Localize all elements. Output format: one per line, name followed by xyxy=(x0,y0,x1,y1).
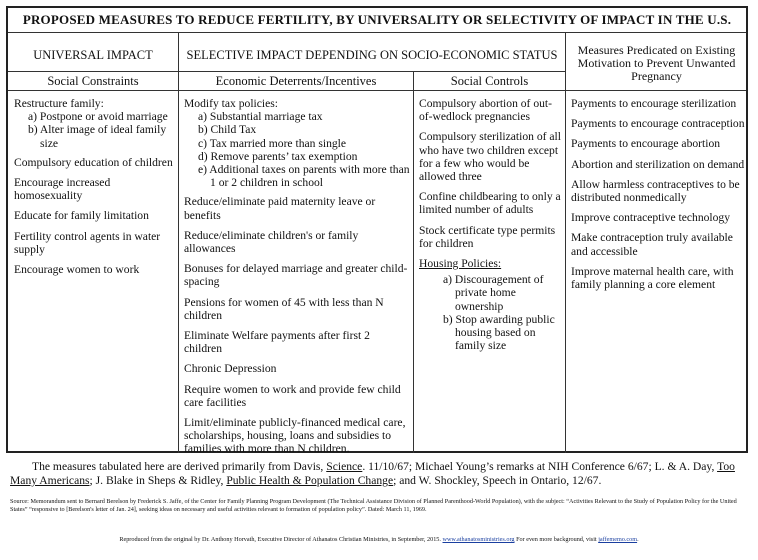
list-item: Reduce/eliminate children's or family allowances xyxy=(184,228,359,256)
list-item: Compulsory sterilization of all who have two children except for a few who would be allowed three xyxy=(419,130,562,184)
reproduction-note xyxy=(10,536,748,543)
list-item: a) Discouragement of private home ownership xyxy=(443,273,544,313)
list-item: Reduce/eliminate paid maternity leave or benefits xyxy=(184,195,376,222)
sources-text: ; and W. Shockley, Speech in Ontario, 12/67. xyxy=(393,474,602,487)
sources-note xyxy=(10,460,748,488)
divider-col3 xyxy=(565,32,566,453)
memo-source: Source: Memorandum sent to Bernard Berelson by Frederick S. Jaffe, of the Center for Family Planning Program Development (The Technical Assistance Division of Planned Parenthood-World Population), with the subject: “Activities Relevant to the Study of Population Policy for the United States” “responsive to [Berelson's letter of Jan. 24], seeking ideas on necessary and useful activities relevant to formation of population policy”. Dated: March 11, 1969. xyxy=(10,498,737,513)
list-item: Make contraception truly available and accessible xyxy=(571,231,733,258)
list-item: Abortion and sterilization on demand xyxy=(571,157,745,171)
list-item: a) Postpone or avoid marriage xyxy=(28,110,168,124)
list-item: Chronic Depression xyxy=(184,362,277,376)
list-item: Compulsory education of children xyxy=(14,155,173,169)
list-item: Payments to encourage contraception xyxy=(571,117,745,131)
list-item: Encourage women to work xyxy=(14,263,140,277)
list-item: Improve contraceptive technology xyxy=(571,211,731,225)
header-social-controls: Social Controls xyxy=(450,74,529,88)
list-item: Compulsory abortion of out-of-wedlock pregnancies xyxy=(419,97,552,124)
divider-col2 xyxy=(413,71,414,453)
reproduction-text: . xyxy=(637,536,639,543)
header-selective: SELECTIVE IMPACT DEPENDING ON SOCIO-ECONOMIC STATUS xyxy=(186,48,558,62)
list-item: e) Additional taxes on parents with more than 1 or 2 children in school xyxy=(198,163,410,190)
header-universal: UNIVERSAL IMPACT xyxy=(33,48,153,62)
source-too-many-americans: Too Many Americans xyxy=(10,460,735,487)
sources-text: . 11/10/67; Michael Young’s remarks at NIH Conference 6/67; L. & A. Day, xyxy=(362,460,715,473)
list-item: Bonuses for delayed marriage and greater child-spacing xyxy=(184,262,408,289)
header-existing: Measures Predicated on Existing Motivation to Prevent Unwanted Pregnancy xyxy=(577,43,736,83)
list-item: Educate for family limitation xyxy=(14,209,149,223)
list-item: Payments to encourage sterilization xyxy=(571,97,737,110)
list-item: Restructure family: xyxy=(14,97,104,110)
list-item: Confine childbearing to only a limited number of adults xyxy=(419,190,561,217)
table-frame xyxy=(6,6,748,456)
source-public-health: Public Health & Population Change xyxy=(226,474,394,487)
divider-title xyxy=(8,32,746,33)
list-item: Require women to work and provide few child care facilities xyxy=(184,382,401,409)
list-item: Eliminate Welfare payments after first 2 children xyxy=(184,329,370,356)
source-science: Science xyxy=(326,460,363,473)
list-item: a) Substantial marriage tax xyxy=(198,110,323,124)
list-item: Payments to encourage abortion xyxy=(571,137,721,151)
housing-policies-heading: Housing Policies: xyxy=(419,257,502,271)
list-item: Fertility control agents in water supply xyxy=(14,229,161,256)
column-social-controls xyxy=(419,97,563,352)
divider-subheader xyxy=(8,71,566,72)
reproduction-text: Reproduced from the original by Dr. Anthony Horvath, Executive Director of Athanatos Christian Ministries, in September, 2015. xyxy=(119,536,441,543)
divider-col1 xyxy=(178,32,179,453)
list-item: Limit/eliminate publicly-financed medical care, scholarships, housing, loans and subsidies to families with more than N children. xyxy=(184,416,406,456)
column-existing-motivation xyxy=(571,97,745,298)
divider-header xyxy=(8,90,746,91)
sources-text: The measures tabulated here are derived primarily from Davis, xyxy=(32,460,324,473)
list-item: b) Stop awarding public housing based on family size xyxy=(443,312,555,353)
list-item: b) Child Tax xyxy=(198,123,257,137)
header-social-constraints: Social Constraints xyxy=(47,74,139,88)
column-economic-deterrents xyxy=(184,97,410,463)
header-economic: Economic Deterrents/Incentives xyxy=(215,74,377,88)
list-item: Improve maternal health care, with family planning a core element xyxy=(571,264,734,292)
athanatos-link[interactable]: www.athanatosministries.org xyxy=(442,536,515,543)
column-social-constraints xyxy=(14,97,174,283)
sources-text: ; J. Blake in Sheps & Ridley, xyxy=(89,474,224,487)
table-title: PROPOSED MEASURES TO REDUCE FERTILITY, BY UNIVERSALITY OR SELECTIVITY OF IMPACT IN THE U.S. xyxy=(22,12,732,27)
list-item: Pensions for women of 45 with less than N children xyxy=(184,295,384,322)
list-item: d) Remove parents’ tax exemption xyxy=(198,149,358,163)
list-item: b) Alter image of ideal family size xyxy=(28,123,167,150)
list-item: Modify tax policies: xyxy=(184,97,279,110)
list-item: Allow harmless contraceptives to be distributed nonmedically xyxy=(571,177,740,205)
list-item: Stock certificate type permits for children xyxy=(419,223,556,250)
list-item: c) Tax married more than single xyxy=(198,136,347,150)
jaffememo-link[interactable]: jaffememo.com xyxy=(598,536,638,543)
list-item: Encourage increased homosexuality xyxy=(14,176,111,203)
reproduction-text: For even more background, visit xyxy=(516,536,597,543)
